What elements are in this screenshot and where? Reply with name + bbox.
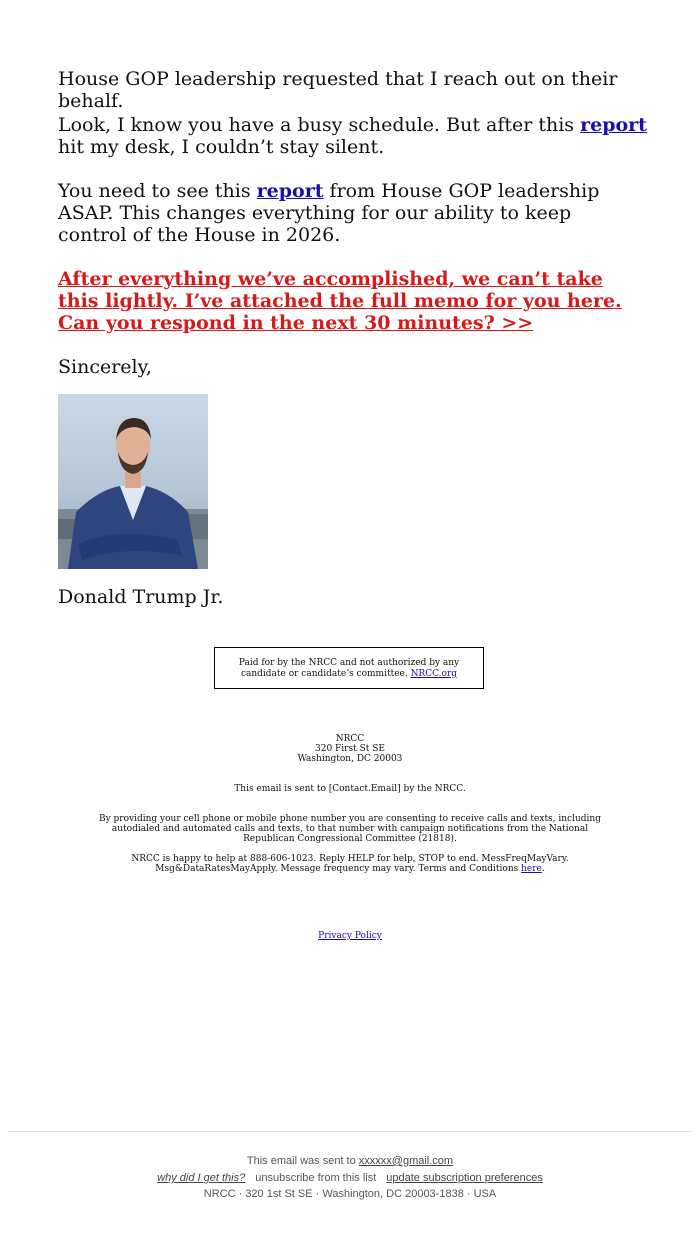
nrcc-link[interactable]: NRCC.org bbox=[410, 669, 458, 679]
org-city: Washington, DC 20003 bbox=[297, 754, 403, 764]
sent-to-notice: This email is sent to [Contact.Email] by the NRCC. bbox=[234, 784, 466, 794]
terms-link[interactable]: here bbox=[521, 864, 542, 874]
report-paragraph bbox=[58, 180, 638, 246]
intro-paragraph: House GOP leadership requested that I reach out on their behalf. bbox=[58, 68, 618, 112]
why-did-i-get-this-link[interactable]: why did I get this? bbox=[157, 1172, 246, 1184]
report-link[interactable]: report bbox=[256, 180, 324, 202]
cta-link[interactable]: After everything we’ve accomplished, we can’t take this lightly. I’ve attached the full memo for you here. Can you respond in the next 30 minutes? >> bbox=[58, 268, 622, 334]
org-street: 320 First St SE bbox=[315, 744, 385, 754]
help-end: . bbox=[541, 864, 545, 874]
portrait-image bbox=[58, 394, 208, 569]
report-link[interactable]: report bbox=[580, 114, 647, 136]
recipient-email-link[interactable]: xxxxxx@gmail.com bbox=[358, 1155, 454, 1167]
disclaimer-text: Paid for by the NRCC and not authorized by any candidate or candidate’s committee. bbox=[238, 658, 460, 679]
sms-consent-notice: By providing your cell phone or mobile phone number you are consenting to receive calls and texts, including autodialed and automated calls and texts, to that number with campaign notifications from the National Republican Congressional Committee (21818). bbox=[98, 814, 601, 844]
paragraph-text: Look, I know you have a busy schedule. But after this bbox=[58, 114, 581, 136]
help-text: NRCC is happy to help at 888-606-1023. Reply HELP for help, STOP to end. MessFreqMayVary. Msg&DataRatesMayApply. Message frequency may vary. Terms and Conditions bbox=[131, 854, 569, 874]
paid-for-disclaimer bbox=[214, 647, 484, 689]
unsubscribe-link[interactable]: unsubscribe from this list bbox=[255, 1172, 377, 1184]
mailer-links bbox=[0, 1171, 700, 1185]
closing-text: Sincerely, bbox=[58, 356, 152, 378]
mailer-address: NRCC · 320 1st St SE · Washington, DC 20003-1838 · USA bbox=[203, 1188, 497, 1200]
schedule-paragraph bbox=[58, 114, 648, 158]
sent-label: This email was sent to bbox=[246, 1155, 359, 1167]
mailer-sent-to bbox=[0, 1154, 700, 1168]
org-address bbox=[90, 734, 610, 764]
signature-name: Donald Trump Jr. bbox=[58, 586, 224, 608]
footer-divider bbox=[8, 1131, 692, 1132]
paragraph-text: You need to see this bbox=[58, 180, 257, 202]
signer-photo bbox=[58, 394, 208, 569]
update-preferences-link[interactable]: update subscription preferences bbox=[386, 1172, 543, 1184]
privacy-policy-link[interactable]: Privacy Policy bbox=[318, 931, 382, 941]
org-name: NRCC bbox=[335, 734, 365, 744]
paragraph-text: hit my desk, I couldn’t stay silent. bbox=[58, 136, 385, 158]
help-notice bbox=[110, 854, 590, 874]
privacy-row bbox=[90, 931, 610, 941]
paragraph-text: from House GOP leadership ASAP. This changes everything for our ability to keep control of the House in 2026. bbox=[58, 180, 600, 246]
